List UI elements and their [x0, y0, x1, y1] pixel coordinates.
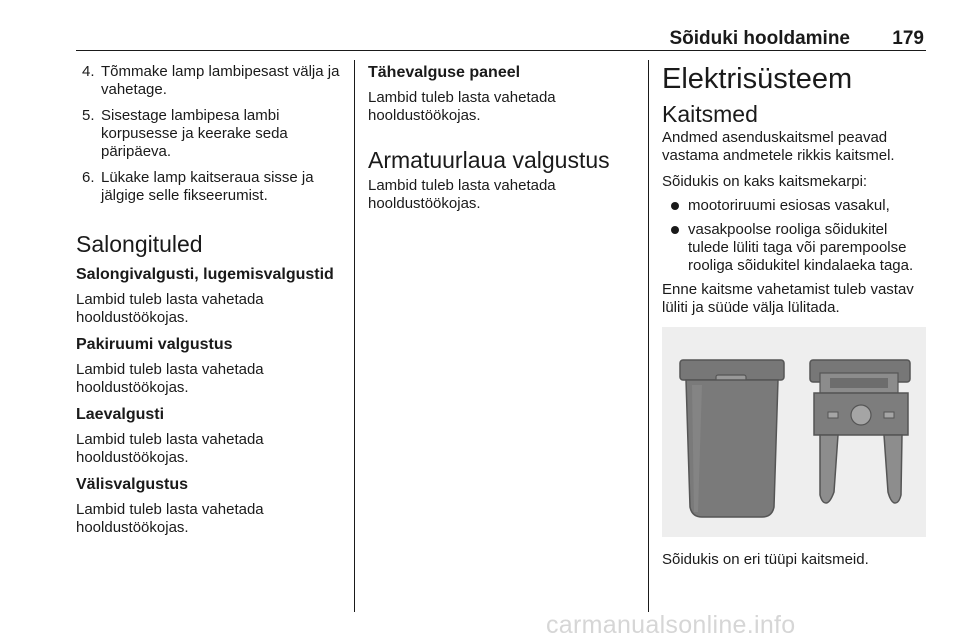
column-2 [368, 63, 636, 213]
column-1 [76, 63, 344, 545]
subsection-title: Pakiruumi valgustus [76, 336, 233, 353]
section-text: Lambid tuleb lasta vahetada hooldustöökojas. [368, 177, 556, 212]
fuse-illustration [662, 327, 926, 537]
step-number: 4. [82, 63, 95, 80]
section-title-kaitsmed: Kaitsmed [662, 101, 758, 127]
list-item [76, 169, 344, 205]
subsection [76, 265, 344, 327]
figure-caption: Sõidukis on eri tüüpi kaitsmeid. [662, 551, 869, 568]
step-text: Lükake lamp kaitseraua sisse ja jälgige selle fikseerumist. [101, 169, 314, 204]
list-item [76, 107, 344, 161]
lead-text: Sõidukis on kaks kaitsmekarpi: [662, 173, 868, 190]
bullet-list [662, 197, 928, 275]
subsection-text: Lambid tuleb lasta vahetada hooldustöökojas. [368, 89, 556, 124]
header-title: Sõiduki hooldamine [669, 28, 850, 49]
column-divider-1 [354, 60, 355, 612]
subsection [76, 405, 344, 467]
step-list [76, 63, 344, 205]
subsection-title: Välisvalgustus [76, 476, 189, 493]
bullet-dot-icon [671, 226, 679, 234]
list-item [76, 63, 344, 99]
subsection-text: Lambid tuleb lasta vahetada hooldustöökojas. [76, 361, 264, 396]
subsection-title-tahevalguse: Tähevalguse paneel [368, 64, 521, 81]
bullet-text: mootoriruumi esiosas vasakul, [688, 197, 890, 214]
step-number: 6. [82, 169, 95, 186]
subsection [76, 475, 344, 537]
chapter-title: Elektrisüsteem [662, 63, 853, 95]
subsection-text: Lambid tuleb lasta vahetada hooldustöökojas. [76, 431, 264, 466]
bullet-dot-icon [671, 202, 679, 210]
intro-text: Andmed asenduskaitsmel peavad vastama andmetele rikkis kaitsmel. [662, 129, 895, 164]
subsection-text: Lambid tuleb lasta vahetada hooldustöökojas. [76, 291, 264, 326]
subsection-title: Laevalgusti [76, 406, 165, 423]
watermark: carmanualsonline.info [546, 611, 796, 639]
step-text: Tõmmake lamp lambipesast välja ja vahetage. [101, 63, 340, 98]
subsection-title: Salongivalgusti, lugemisvalgustid [76, 266, 334, 283]
fuse-types-icon [662, 327, 926, 537]
list-item [662, 221, 928, 275]
step-number: 5. [82, 107, 95, 124]
bullet-text: vasakpoolse rooliga sõidukitel tulede lüliti taga või parempoolse rooliga sõidukitel kindalaeka taga. [688, 221, 914, 274]
step-text: Sisestage lambipesa lambi korpusesse ja keerake seda päripäeva. [101, 107, 288, 160]
subsection-text: Lambid tuleb lasta vahetada hooldustöökojas. [76, 501, 264, 536]
column-3 [662, 63, 928, 569]
page-header [76, 28, 926, 51]
section-title-salongituled: Salongituled [76, 231, 203, 257]
column-divider-2 [648, 60, 649, 612]
section-title-armatuurlaua: Armatuurlaua valgustus [368, 147, 610, 173]
subsection [76, 335, 344, 397]
page-number: 179 [892, 28, 924, 49]
list-item [662, 197, 928, 215]
note-text: Enne kaitsme vahetamist tuleb vastav lüliti ja süüde välja lülitada. [662, 281, 914, 316]
